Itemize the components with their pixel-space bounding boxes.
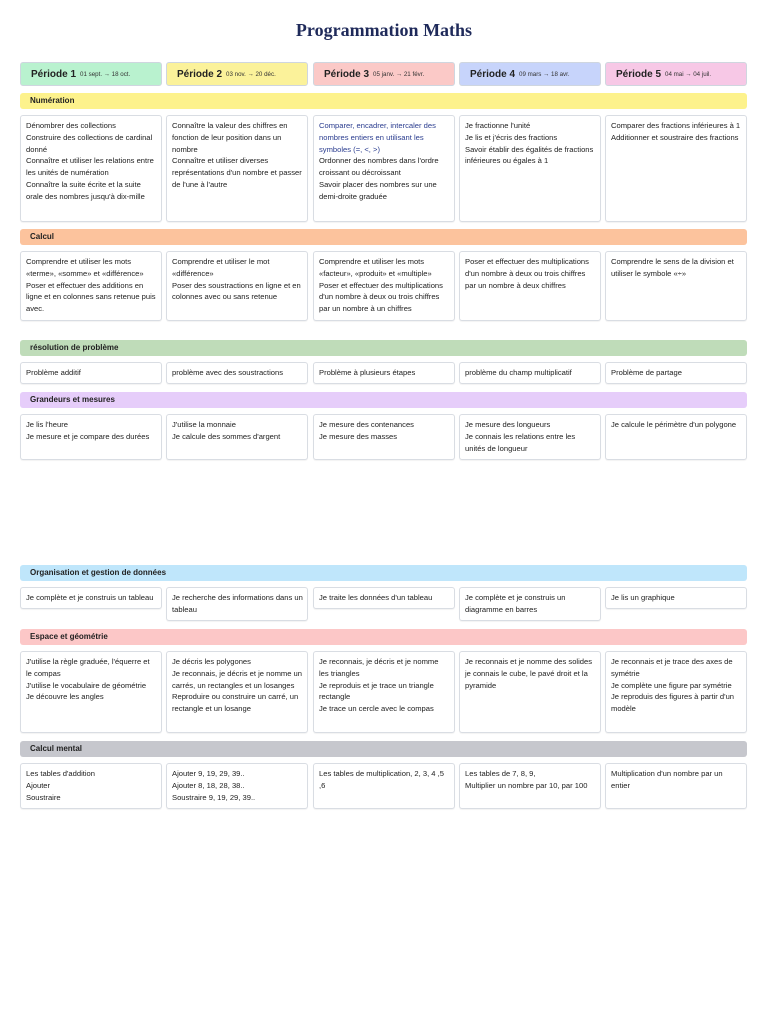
- cell-line: Comprendre le sens de la division et utiliser le symbole «÷»: [611, 257, 734, 278]
- organisation-donnees-period-5-cell: [605, 587, 747, 609]
- cell-line: Comparer des fractions inférieures à 1: [611, 121, 741, 130]
- cell-line: Je recherche des informations dans un tableau: [172, 593, 303, 614]
- grandeurs-mesures-period-3-cell: [313, 414, 455, 460]
- grandeurs-mesures-period-4-cell: [459, 414, 601, 460]
- calcul-mental-period-4-cell: [459, 763, 601, 809]
- cell-line: Soustraire 9, 19, 29, 39..: [172, 792, 256, 802]
- espace-geometrie-period-5-cell: [605, 651, 747, 733]
- cell-line: Comprendre et utiliser les mots «facteur», «produit» et «multiple»: [319, 257, 432, 278]
- cell-line: J'utilise le vocabulaire de géométrie: [26, 680, 147, 690]
- grandeurs-mesures-period-1-cell: [20, 414, 162, 460]
- resolution-probleme-period-5-cell: [605, 362, 747, 384]
- cell-line: Problème additif: [26, 368, 81, 377]
- cell-line: Les tables de 7, 8, 9,: [465, 769, 536, 778]
- cell-line: Je complète et je construis un diagramme en barres: [465, 593, 566, 614]
- period-5: [605, 62, 747, 86]
- calcul-mental-period-1-cell: [20, 763, 162, 809]
- resolution-probleme-period-3-cell: [313, 362, 455, 384]
- cell-line: Connaître et utiliser les relations entre les unités de numération: [26, 156, 154, 178]
- period-name: Période 4: [470, 68, 516, 80]
- period-dates: 03 nov. → 20 déc.: [226, 70, 276, 78]
- numeration-period-5-cell: [605, 115, 747, 222]
- period-dates: 05 janv. → 21 févr.: [373, 70, 425, 78]
- cell-line: Je traite les données d'un tableau: [319, 593, 433, 602]
- organisation-donnees-period-3-cell: [313, 587, 455, 609]
- calcul-period-4-cell: [459, 251, 601, 321]
- cell-line: Je mesure des longueurs: [465, 420, 551, 429]
- organisation-donnees-period-2-cell: [166, 587, 308, 621]
- cell-line: Les tables d'addition: [26, 769, 96, 778]
- cell-line: Ajouter: [26, 780, 51, 790]
- cell-line: Savoir établir des égalités de fractions inférieures ou égales à 1: [465, 144, 594, 166]
- calcul-mental-period-5-cell: [605, 763, 747, 809]
- section-header-resolution-probleme: résolution de problème: [20, 340, 747, 356]
- period-3: [313, 62, 455, 86]
- cell-line: J'utilise la monnaie: [172, 420, 236, 429]
- cell-line: Connaître la valeur des chiffres en fonction de leur position dans un nombre: [172, 121, 288, 154]
- espace-geometrie-period-3-cell: [313, 651, 455, 733]
- cell-line: Je fractionne l'unité: [465, 121, 531, 130]
- resolution-probleme-period-4-cell: [459, 362, 601, 384]
- period-dates: 09 mars → 18 avr.: [519, 70, 570, 78]
- page-title: Programmation Maths: [295, 20, 473, 40]
- cell-line: Reproduire ou construire un carré, un rectangle et un losange: [172, 692, 299, 714]
- cell-line: J'utilise la règle graduée, l'équerre et le compas: [26, 657, 150, 678]
- cell-line: Je calcule le périmètre d'un polygone: [611, 420, 737, 429]
- organisation-donnees-period-4-cell: [459, 587, 601, 621]
- section-header-calcul-mental: Calcul mental: [20, 741, 747, 757]
- cell-line: Comprendre et utiliser le mot «différence»: [172, 257, 270, 278]
- cell-line: Je lis l'heure: [26, 420, 68, 429]
- cell-line: Savoir placer des nombres sur une demi-droite graduée: [319, 179, 437, 201]
- cell-line: Les tables de multiplication, 2, 3, 4 ,5 ,6: [319, 769, 444, 790]
- cell-line: Multiplication d'un nombre par un entier: [611, 769, 723, 790]
- cell-line: Je reproduis et je trace un triangle rectangle: [319, 680, 434, 702]
- cell-line: je connais le cube, le pavé droit et la pyramide: [465, 668, 588, 690]
- cell-line: Je reconnais et je trace des axes de symétrie: [611, 657, 733, 678]
- cell-line: Problème à plusieurs étapes: [319, 368, 416, 377]
- calcul-period-5-cell: [605, 251, 747, 321]
- cell-line: Soustraire: [26, 792, 61, 802]
- espace-geometrie-period-4-cell: [459, 651, 601, 733]
- cell-line: Je lis et j'écris des fractions: [465, 132, 558, 142]
- resolution-probleme-period-2-cell: [166, 362, 308, 384]
- cell-line: Connaître et utiliser diverses représentations d'un nombre et passer de l'une à l'autre: [172, 156, 302, 189]
- section-header-grandeurs-mesures: Grandeurs et mesures: [20, 392, 747, 408]
- cell-line: Je lis un graphique: [611, 593, 675, 602]
- cell-line: Ajouter 8, 18, 28, 38..: [172, 780, 245, 790]
- cell-line: Je complète une figure par symétrie: [611, 680, 732, 690]
- cell-line: Dénombrer des collections: [26, 121, 116, 130]
- numeration-period-3-cell: [313, 115, 455, 222]
- period-name: Période 2: [177, 68, 223, 80]
- calcul-period-1-cell: [20, 251, 162, 321]
- section-header-espace-geometrie: Espace et géométrie: [20, 629, 747, 645]
- cell-line: problème du champ multiplicatif: [465, 368, 572, 377]
- cell-line: Je connais les relations entre les unités de longueur: [465, 431, 576, 453]
- period-dates: 04 mai → 04 juil.: [665, 70, 712, 78]
- period-header-row: [20, 62, 747, 86]
- section-header-calcul: Calcul: [20, 229, 747, 245]
- calcul-mental-period-3-cell: [313, 763, 455, 809]
- cell-line: Je décris les polygones: [172, 657, 251, 666]
- cell-line: Je mesure des contenances: [319, 420, 414, 429]
- period-name: Période 1: [31, 68, 77, 80]
- cell-line: Construire des collections de cardinal donné: [26, 132, 153, 154]
- calcul-period-3-cell: [313, 251, 455, 321]
- period-1: [20, 62, 162, 86]
- cell-line: Poser et effectuer des multiplications d'un nombre à deux ou trois chiffres par un nombre à un chiffres: [319, 280, 443, 314]
- resolution-probleme-period-1-cell: [20, 362, 162, 384]
- cell-line: Multiplier un nombre par 10, par 100: [465, 780, 588, 790]
- cell-line: Je découvre les angles: [26, 692, 104, 702]
- cell-line: Poser des soustractions en ligne et en colonnes avec ou sans retenue: [172, 280, 301, 302]
- cell-line: Connaître la suite écrite et la suite orale des nombres jusqu'à dix-mille: [26, 179, 145, 201]
- cell-line: Je mesure et je compare des durées: [26, 431, 150, 441]
- grandeurs-mesures-period-5-cell: [605, 414, 747, 460]
- period-name: Période 5: [616, 68, 662, 80]
- calcul-period-2-cell: [166, 251, 308, 321]
- cell-line: Additionner et soustraire des fractions: [611, 132, 739, 142]
- cell-line: Poser et effectuer des multiplications d'un nombre à deux ou trois chiffres par un nombre à deux chiffres: [465, 257, 589, 290]
- cell-line: problème avec des soustractions: [172, 368, 284, 377]
- period-2: [166, 62, 308, 86]
- period-name: Période 3: [324, 68, 370, 80]
- period-dates: 01 sept. → 18 oct.: [80, 70, 131, 78]
- cell-line: Je reconnais, je décris et je nomme les triangles: [319, 657, 439, 678]
- cell-line: Ajouter 9, 19, 29, 39..: [172, 769, 245, 778]
- numeration-period-4-cell: [459, 115, 601, 222]
- cell-line: Problème de partage: [611, 368, 682, 377]
- numeration-period-1-cell: [20, 115, 162, 222]
- cell-line: Je reconnais et je nomme des solides: [465, 657, 593, 666]
- section-header-numeration: Numération: [20, 93, 747, 109]
- cell-line: Je reproduis des figures à partir d'un modèle: [611, 692, 735, 714]
- cell-line: Je calcule des sommes d'argent: [172, 431, 281, 441]
- cell-line: Je trace un cercle avec le compas: [319, 704, 434, 714]
- section-header-organisation-donnees: Organisation et gestion de données: [20, 565, 747, 581]
- espace-geometrie-period-2-cell: [166, 651, 308, 733]
- espace-geometrie-period-1-cell: [20, 651, 162, 733]
- cell-line: Je reconnais, je décris et je nomme un carrés, un rectangles et un losanges: [172, 668, 303, 690]
- cell-line: Comprendre et utiliser les mots «terme», «somme» et «différence»: [26, 257, 144, 278]
- period-4: [459, 62, 601, 86]
- cell-line: Ordonner des nombres dans l'ordre croissant ou décroissant: [319, 156, 439, 178]
- cell-line: Je mesure des masses: [319, 431, 398, 441]
- numeration-period-2-cell: [166, 115, 308, 222]
- cell-line: Comparer, encadrer, intercaler des nombres entiers en utilisant les symboles (=, <, >): [319, 121, 436, 154]
- cell-line: Poser et effectuer des additions en ligne et en colonnes sans retenue puis avec.: [26, 280, 156, 314]
- organisation-donnees-period-1-cell: [20, 587, 162, 609]
- grandeurs-mesures-period-2-cell: [166, 414, 308, 460]
- calcul-mental-period-2-cell: [166, 763, 308, 809]
- cell-line: Je complète et je construis un tableau: [26, 593, 154, 602]
